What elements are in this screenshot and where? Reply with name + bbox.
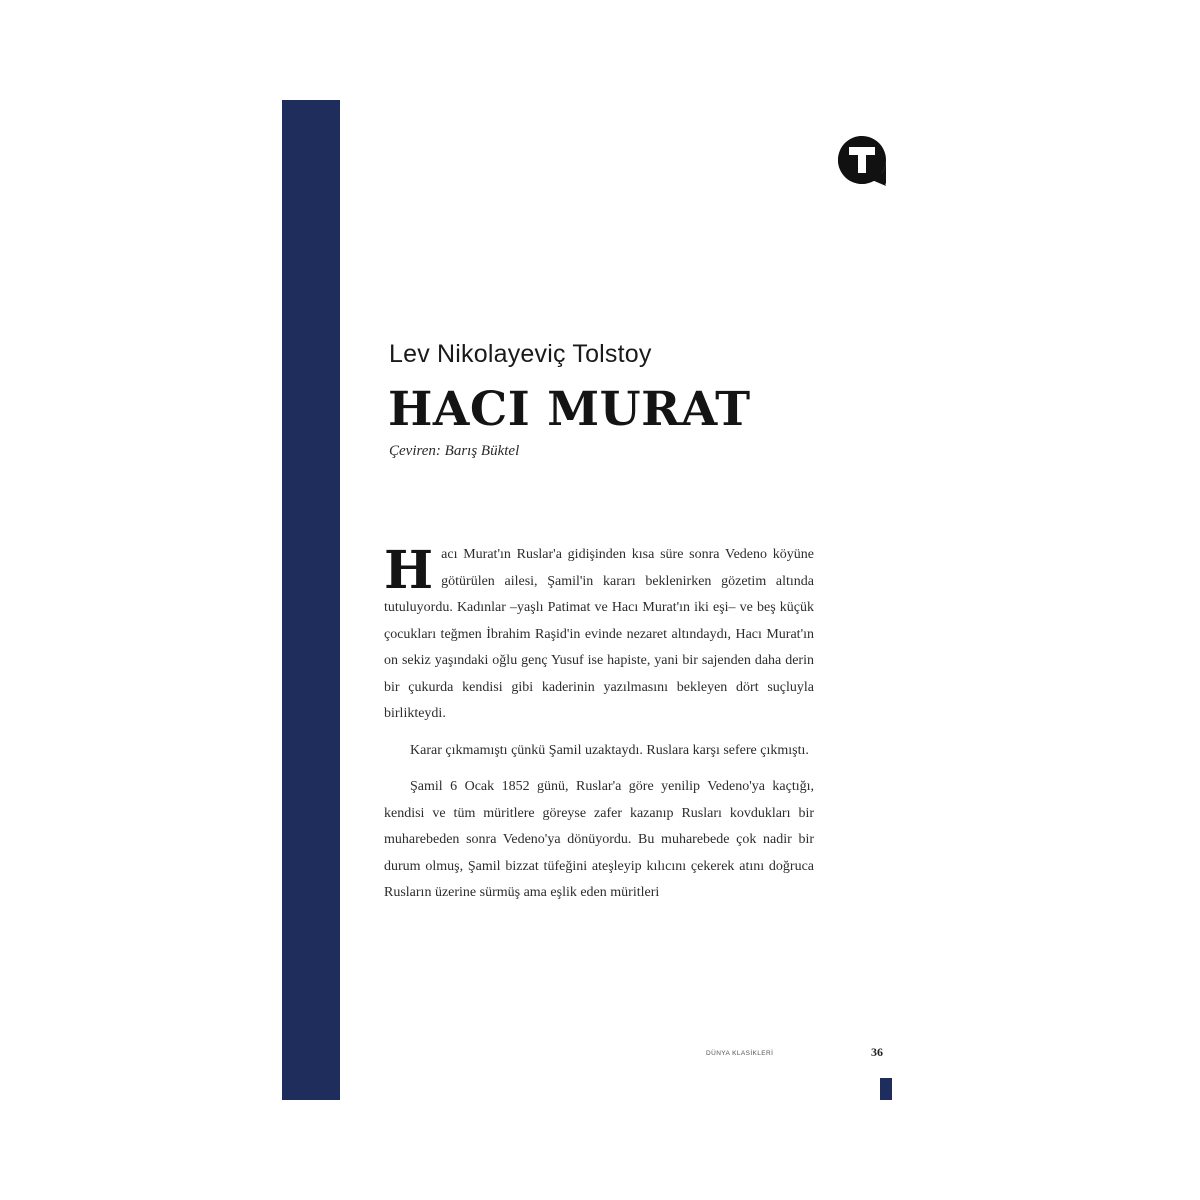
body-text bbox=[384, 542, 814, 917]
series-name: DÜNYA KLASİKLERİ bbox=[706, 1050, 774, 1057]
paragraph-2: Karar çıkmamıştı çünkü Şamil uzaktaydı. Ruslara karşı sefere çıkmıştı. bbox=[410, 742, 809, 758]
cover-spine-band bbox=[282, 100, 340, 1100]
paragraph-3: Şamil 6 Ocak 1852 günü, Ruslar'a göre yenilip Vedeno'ya kaçtığı, kendisi ve tüm müritlere göreyse zafer kazanıp Rusları kovdukları bir muharebeden sonra Vedeno'ya dönüyordu. Bu muharebede çok nadir bir durum olmuş, Şamil bizzat tüfeğini ateşleyip kılıcını çekerek atını doğruca Rusların üzerine sürmüş ama eşlik eden müritleri bbox=[384, 779, 814, 900]
page-number: 36 bbox=[871, 1045, 883, 1059]
author-name: Lev Nikolayeviç Tolstoy bbox=[389, 340, 652, 368]
page-edge-tab bbox=[880, 1078, 892, 1100]
book-title: HACI MURAT bbox=[388, 382, 751, 437]
book-page bbox=[282, 100, 918, 1100]
translator-credit: Çeviren: Barış Büktel bbox=[389, 443, 520, 459]
paragraph-1-text: acı Murat'ın Ruslar'a gidişinden kısa süre sonra Vedeno köyüne götürülen ailesi, Şamil'in kararı beklenirken gözetim altında tutuluyordu. Kadınlar –yaşlı Patimat ve Hacı Murat'ın iki eşi– ve beş küçük çocukları teğmen İbrahim Raşid'in evinde nezaret altındaydı, Hacı Murat'ın on sekiz yaşındaki oğlu genç Yusuf ise hapiste, yani bir sajenden daha derin bir çukurda kendisi gibi kaderinin yazılmasını bekleyen dört suçluyla birlikteydi. bbox=[384, 547, 814, 721]
paragraph-1 bbox=[384, 542, 814, 728]
drop-cap: H bbox=[384, 540, 434, 601]
publisher-t-logo-icon bbox=[834, 132, 890, 188]
